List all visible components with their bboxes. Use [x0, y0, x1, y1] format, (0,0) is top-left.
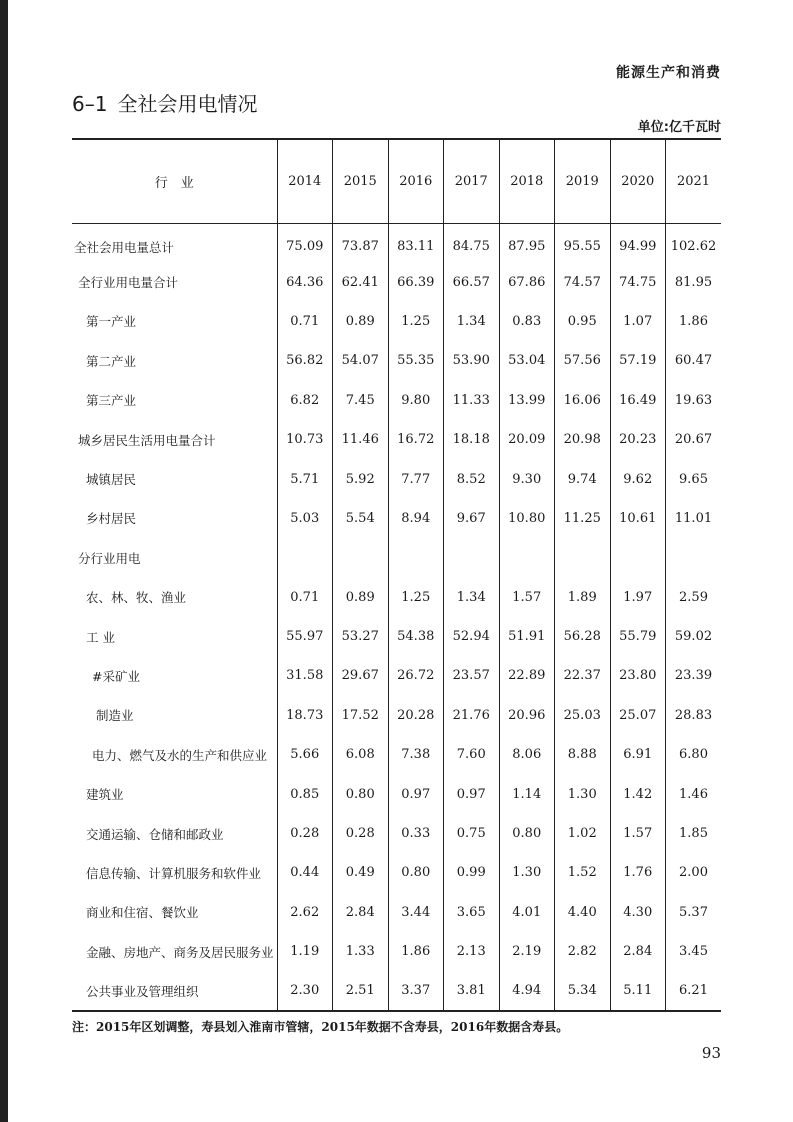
cell-value: 20.96	[499, 696, 555, 735]
chapter-heading: 能源生产和消费	[616, 65, 721, 81]
cell-value: 6.21	[666, 971, 722, 1010]
cell-value: 22.89	[499, 656, 555, 695]
cell-value: 13.99	[499, 381, 555, 420]
cell-value: 5.66	[277, 735, 333, 774]
cell-value: 20.98	[555, 420, 611, 459]
row-label: 商业和住宿、餐饮业	[86, 905, 199, 921]
cell-value: 56.82	[277, 341, 333, 380]
cell-value: 6.08	[333, 735, 389, 774]
cell-value: 2.82	[555, 932, 611, 971]
table-row	[72, 656, 721, 695]
cell-value: 5.71	[277, 459, 333, 498]
cell-value: 1.02	[555, 814, 611, 853]
table-row	[72, 971, 721, 1010]
cell-value: 2.84	[610, 932, 666, 971]
table-row	[72, 774, 721, 813]
column-header-year: 2021	[666, 139, 722, 223]
cell-value: 3.45	[666, 932, 722, 971]
cell-value: 95.55	[555, 223, 611, 262]
column-header-year: 2017	[444, 139, 500, 223]
cell-value: 54.07	[333, 341, 389, 380]
cell-value: 6.91	[610, 735, 666, 774]
cell-value: 0.99	[444, 853, 500, 892]
cell-value: 0.80	[499, 814, 555, 853]
cell-value: 25.03	[555, 696, 611, 735]
cell-value: 25.07	[610, 696, 666, 735]
cell-value: 20.23	[610, 420, 666, 459]
cell-value: 7.60	[444, 735, 500, 774]
cell-value: 5.92	[333, 459, 389, 498]
row-label: 乡村居民	[86, 511, 137, 527]
cell-value: 5.54	[333, 499, 389, 538]
cell-value	[499, 538, 555, 577]
cell-value	[444, 538, 500, 577]
cell-value: 74.75	[610, 262, 666, 301]
cell-value: 2.13	[444, 932, 500, 971]
table-row	[72, 538, 721, 577]
cell-value: 11.25	[555, 499, 611, 538]
cell-value: 8.52	[444, 459, 500, 498]
cell-value: 4.01	[499, 893, 555, 932]
cell-value: 3.44	[388, 893, 444, 932]
cell-value: 7.45	[333, 381, 389, 420]
cell-value: 20.67	[666, 420, 722, 459]
cell-value: 4.40	[555, 893, 611, 932]
cell-value: 16.49	[610, 381, 666, 420]
cell-value: 51.91	[499, 617, 555, 656]
cell-value: 8.06	[499, 735, 555, 774]
unit-label: 单位:亿千瓦时	[637, 120, 721, 135]
table-row	[72, 932, 721, 971]
cell-value: 18.73	[277, 696, 333, 735]
column-header-industry: 行 业	[154, 175, 194, 191]
cell-value: 28.83	[666, 696, 722, 735]
cell-value: 0.97	[388, 774, 444, 813]
table-row	[72, 302, 721, 341]
cell-value: 20.09	[499, 420, 555, 459]
row-label: 全社会用电量总计	[74, 239, 175, 255]
cell-value: 5.34	[555, 971, 611, 1010]
cell-value: 0.89	[333, 578, 389, 617]
cell-value: 52.94	[444, 617, 500, 656]
cell-value: 54.38	[388, 617, 444, 656]
cell-value: 74.57	[555, 262, 611, 301]
cell-value: 4.30	[610, 893, 666, 932]
row-label: 信息传输、计算机服务和软件业	[86, 865, 262, 881]
row-label: 建筑业	[86, 787, 124, 803]
cell-value: 0.80	[388, 853, 444, 892]
cell-value: 20.28	[388, 696, 444, 735]
cell-value: 5.03	[277, 499, 333, 538]
cell-value: 2.00	[666, 853, 722, 892]
cell-value: 94.99	[610, 223, 666, 262]
cell-value: 3.37	[388, 971, 444, 1010]
cell-value: 7.77	[388, 459, 444, 498]
row-label: 工 业	[86, 629, 115, 645]
cell-value: 23.39	[666, 656, 722, 695]
cell-value: 5.37	[666, 893, 722, 932]
table-number: 6–1	[72, 92, 108, 116]
cell-value: 10.73	[277, 420, 333, 459]
table-row	[72, 578, 721, 617]
cell-value: 9.65	[666, 459, 722, 498]
cell-value: 8.94	[388, 499, 444, 538]
row-label: 电力、燃气及水的生产和供应业	[92, 747, 268, 763]
cell-value: 0.33	[388, 814, 444, 853]
table-row	[72, 696, 721, 735]
cell-value	[277, 538, 333, 577]
cell-value: 0.85	[277, 774, 333, 813]
cell-value: 3.81	[444, 971, 500, 1010]
row-label: 城镇居民	[86, 472, 137, 488]
cell-value: 1.86	[388, 932, 444, 971]
cell-value: 1.52	[555, 853, 611, 892]
row-label: 公共事业及管理组织	[86, 983, 199, 999]
table-row	[72, 735, 721, 774]
table-title: 全社会用电情况	[117, 92, 258, 116]
cell-value: 8.88	[555, 735, 611, 774]
cell-value: 73.87	[333, 223, 389, 262]
cell-value	[333, 538, 389, 577]
cell-value: 1.34	[444, 578, 500, 617]
cell-value: 1.46	[666, 774, 722, 813]
cell-value: 81.95	[666, 262, 722, 301]
column-header-year: 2020	[610, 139, 666, 223]
column-header-year: 2018	[499, 139, 555, 223]
cell-value: 0.71	[277, 578, 333, 617]
cell-value: 19.63	[666, 381, 722, 420]
cell-value: 53.90	[444, 341, 500, 380]
column-header-year: 2014	[277, 139, 333, 223]
cell-value: 1.57	[610, 814, 666, 853]
cell-value: 0.71	[277, 302, 333, 341]
cell-value: 1.86	[666, 302, 722, 341]
cell-value: 11.33	[444, 381, 500, 420]
cell-value: 1.30	[555, 774, 611, 813]
cell-value: 0.44	[277, 853, 333, 892]
table-row	[72, 853, 721, 892]
cell-value: 1.25	[388, 578, 444, 617]
column-header-year: 2015	[333, 139, 389, 223]
table-row	[72, 893, 721, 932]
cell-value: 66.39	[388, 262, 444, 301]
cell-value: 83.11	[388, 223, 444, 262]
table-body	[72, 223, 721, 1011]
cell-value: 9.74	[555, 459, 611, 498]
row-label: #采矿业	[92, 668, 140, 684]
cell-value: 1.97	[610, 578, 666, 617]
cell-value: 21.76	[444, 696, 500, 735]
cell-value: 0.49	[333, 853, 389, 892]
cell-value: 66.57	[444, 262, 500, 301]
cell-value	[388, 538, 444, 577]
cell-value	[666, 538, 722, 577]
cell-value: 60.47	[666, 341, 722, 380]
cell-value: 22.37	[555, 656, 611, 695]
footnote: 注：2015年区划调整，寿县划入淮南市管辖，2015年数据不含寿县，2016年数据含寿县。	[72, 1020, 569, 1034]
cell-value: 102.62	[666, 223, 722, 262]
cell-value: 3.65	[444, 893, 500, 932]
cell-value: 1.85	[666, 814, 722, 853]
column-header-year: 2019	[555, 139, 611, 223]
table-row	[72, 459, 721, 498]
cell-value: 53.27	[333, 617, 389, 656]
cell-value: 1.76	[610, 853, 666, 892]
table-row	[72, 341, 721, 380]
row-label: 城乡居民生活用电量合计	[78, 432, 216, 448]
cell-value: 6.80	[666, 735, 722, 774]
row-label: 第三产业	[86, 393, 137, 409]
cell-value: 55.35	[388, 341, 444, 380]
row-label: 金融、房地产、商务及居民服务业	[86, 944, 274, 960]
cell-value: 56.28	[555, 617, 611, 656]
cell-value: 23.80	[610, 656, 666, 695]
cell-value: 0.95	[555, 302, 611, 341]
cell-value: 26.72	[388, 656, 444, 695]
page-number: 93	[701, 1044, 721, 1062]
cell-value: 7.38	[388, 735, 444, 774]
cell-value: 1.42	[610, 774, 666, 813]
cell-value: 55.79	[610, 617, 666, 656]
cell-value: 1.07	[610, 302, 666, 341]
table-header-row	[72, 139, 721, 223]
cell-value: 2.30	[277, 971, 333, 1010]
cell-value: 2.62	[277, 893, 333, 932]
electricity-consumption-table	[72, 138, 721, 1012]
cell-value: 1.30	[499, 853, 555, 892]
cell-value: 64.36	[277, 262, 333, 301]
cell-value: 2.51	[333, 971, 389, 1010]
cell-value: 18.18	[444, 420, 500, 459]
cell-value: 9.62	[610, 459, 666, 498]
table-row	[72, 420, 721, 459]
row-label: 分行业用电	[78, 550, 141, 566]
cell-value: 10.61	[610, 499, 666, 538]
cell-value: 0.28	[277, 814, 333, 853]
cell-value	[555, 538, 611, 577]
cell-value: 1.34	[444, 302, 500, 341]
row-label: 制造业	[96, 708, 134, 724]
column-header-year: 2016	[388, 139, 444, 223]
cell-value: 59.02	[666, 617, 722, 656]
cell-value: 0.80	[333, 774, 389, 813]
cell-value: 23.57	[444, 656, 500, 695]
cell-value: 4.94	[499, 971, 555, 1010]
cell-value: 67.86	[499, 262, 555, 301]
cell-value: 5.11	[610, 971, 666, 1010]
cell-value: 2.19	[499, 932, 555, 971]
table-row	[72, 223, 721, 262]
cell-value: 16.06	[555, 381, 611, 420]
cell-value: 84.75	[444, 223, 500, 262]
cell-value: 1.19	[277, 932, 333, 971]
cell-value: 53.04	[499, 341, 555, 380]
table-row	[72, 617, 721, 656]
cell-value: 55.97	[277, 617, 333, 656]
row-label: 第二产业	[86, 353, 137, 369]
cell-value: 0.83	[499, 302, 555, 341]
row-label: 全行业用电量合计	[78, 275, 179, 291]
cell-value: 11.01	[666, 499, 722, 538]
cell-value: 1.89	[555, 578, 611, 617]
cell-value: 11.46	[333, 420, 389, 459]
cell-value	[610, 538, 666, 577]
cell-value: 9.67	[444, 499, 500, 538]
page-title	[72, 88, 257, 117]
cell-value: 1.25	[388, 302, 444, 341]
page-edge-bar	[0, 0, 8, 1122]
cell-value: 0.75	[444, 814, 500, 853]
table-row	[72, 499, 721, 538]
cell-value: 62.41	[333, 262, 389, 301]
cell-value: 2.59	[666, 578, 722, 617]
cell-value: 2.84	[333, 893, 389, 932]
cell-value: 6.82	[277, 381, 333, 420]
cell-value: 57.19	[610, 341, 666, 380]
cell-value: 1.14	[499, 774, 555, 813]
cell-value: 0.28	[333, 814, 389, 853]
row-label: 农、林、牧、渔业	[86, 590, 187, 606]
cell-value: 16.72	[388, 420, 444, 459]
row-label: 第一产业	[86, 314, 137, 330]
cell-value: 75.09	[277, 223, 333, 262]
table-row	[72, 262, 721, 301]
cell-value: 87.95	[499, 223, 555, 262]
cell-value: 1.33	[333, 932, 389, 971]
cell-value: 57.56	[555, 341, 611, 380]
cell-value: 10.80	[499, 499, 555, 538]
table-row	[72, 814, 721, 853]
cell-value: 0.97	[444, 774, 500, 813]
row-label: 交通运输、仓储和邮政业	[86, 826, 224, 842]
cell-value: 9.30	[499, 459, 555, 498]
cell-value: 9.80	[388, 381, 444, 420]
cell-value: 29.67	[333, 656, 389, 695]
cell-value: 17.52	[333, 696, 389, 735]
table-row	[72, 381, 721, 420]
cell-value: 31.58	[277, 656, 333, 695]
cell-value: 0.89	[333, 302, 389, 341]
cell-value: 1.57	[499, 578, 555, 617]
